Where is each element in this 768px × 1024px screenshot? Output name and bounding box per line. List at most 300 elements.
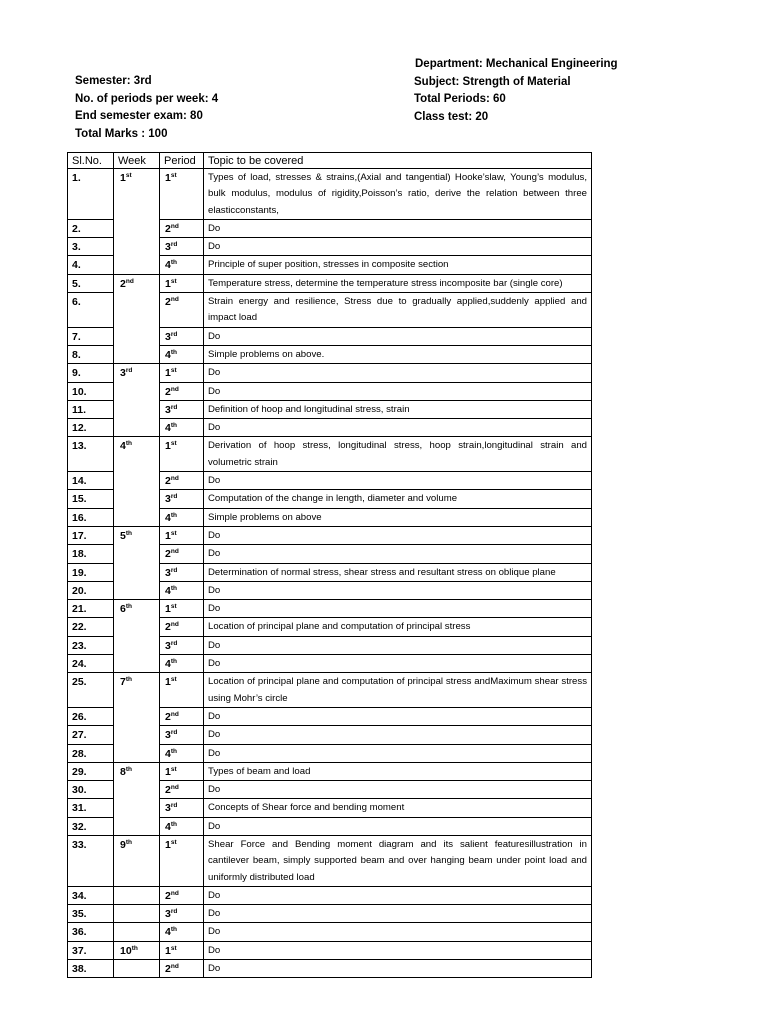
row-period [160, 817, 204, 835]
row-topic: Do [204, 382, 592, 400]
table-header-row [68, 153, 592, 169]
table-row [68, 472, 592, 490]
row-period [160, 327, 204, 345]
period-number: 4 [165, 926, 171, 939]
row-topic: Do [204, 886, 592, 904]
week-suffix: th [125, 838, 132, 846]
row-period [160, 382, 204, 400]
period-number: 1 [165, 440, 171, 453]
period-number: 4 [165, 422, 171, 435]
period-number: 2 [165, 621, 171, 634]
row-slno: 26. [68, 707, 114, 725]
row-period [160, 923, 204, 941]
row-topic: Do [204, 744, 592, 762]
period-number: 2 [165, 222, 171, 235]
row-slno: 24. [68, 655, 114, 673]
table-row [68, 364, 592, 382]
row-topic: Do [204, 600, 592, 618]
row-week [114, 508, 160, 526]
week-number: 1 [120, 172, 126, 184]
row-topic: Do [204, 636, 592, 654]
week-number: 10 [120, 944, 132, 957]
period-suffix: rd [170, 639, 178, 647]
row-slno: 25. [68, 673, 114, 708]
period-suffix: th [170, 747, 177, 755]
row-topic: Do [204, 472, 592, 490]
column-header-period: Period [160, 153, 204, 169]
table-row [68, 581, 592, 599]
row-slno: 23. [68, 636, 114, 654]
row-period [160, 744, 204, 762]
period-suffix: th [170, 348, 177, 356]
period-number: 2 [165, 475, 171, 488]
table-body [68, 169, 592, 978]
row-period [160, 238, 204, 256]
row-week [114, 400, 160, 418]
row-week [114, 327, 160, 345]
row-period [160, 781, 204, 799]
row-slno: 33. [68, 835, 114, 886]
row-week [114, 169, 160, 220]
row-period [160, 835, 204, 886]
period-suffix: rd [170, 493, 178, 501]
department-label: Department: Mechanical Engineering [415, 58, 618, 70]
row-topic: Do [204, 327, 592, 345]
period-suffix: rd [170, 908, 178, 916]
table-row [68, 382, 592, 400]
row-slno: 3. [68, 238, 114, 256]
period-number: 1 [165, 172, 171, 184]
row-slno: 13. [68, 437, 114, 472]
period-number: 2 [165, 963, 171, 976]
row-period [160, 941, 204, 959]
table-row [68, 960, 592, 978]
row-topic: Principle of super position, stresses in composite section [204, 256, 592, 274]
row-topic: Simple problems on above. [204, 345, 592, 363]
table-row [68, 923, 592, 941]
row-period [160, 799, 204, 817]
row-week [114, 799, 160, 817]
table-row [68, 600, 592, 618]
period-suffix: rd [170, 802, 178, 810]
period-suffix: st [170, 944, 177, 952]
semester-label: Semester: 3rd [75, 75, 152, 87]
row-topic: Types of beam and load [204, 762, 592, 780]
period-number: 4 [165, 658, 171, 671]
row-week [114, 923, 160, 941]
row-topic: Definition of hoop and longitudinal stress, strain [204, 400, 592, 418]
row-period [160, 256, 204, 274]
period-suffix: nd [170, 385, 179, 393]
row-slno: 18. [68, 545, 114, 563]
row-topic: Do [204, 364, 592, 382]
row-week [114, 219, 160, 237]
period-number: 2 [165, 548, 171, 561]
row-period [160, 886, 204, 904]
table-row [68, 345, 592, 363]
row-week [114, 960, 160, 978]
table-row [68, 707, 592, 725]
row-period [160, 618, 204, 636]
row-week [114, 781, 160, 799]
period-number: 3 [165, 330, 171, 343]
row-week [114, 382, 160, 400]
week-suffix: th [125, 440, 132, 448]
row-period [160, 219, 204, 237]
row-period [160, 419, 204, 437]
row-week [114, 490, 160, 508]
row-topic: Types of load, stresses & strains,(Axial and tangential) Hooke’slaw, Young’s modulus, bulk modulus, modulus of rigidity,Poisson’s ratio, derive the relation between three elasticconstants, [204, 169, 592, 220]
row-topic: Do [204, 960, 592, 978]
row-slno: 8. [68, 345, 114, 363]
row-topic: Derivation of hoop stress, longitudinal stress, hoop strain,longitudinal strain and volumetric strain [204, 437, 592, 472]
period-suffix: st [170, 676, 177, 684]
table-row [68, 673, 592, 708]
row-topic: Do [204, 581, 592, 599]
table-row [68, 655, 592, 673]
period-number: 4 [165, 747, 171, 760]
table-row [68, 817, 592, 835]
table-row [68, 905, 592, 923]
row-topic: Determination of normal stress, shear stress and resultant stress on oblique plane [204, 563, 592, 581]
row-slno: 38. [68, 960, 114, 978]
period-suffix: rd [170, 241, 178, 249]
period-number: 1 [165, 944, 171, 957]
row-week [114, 472, 160, 490]
week-suffix: st [125, 172, 132, 179]
period-number: 2 [165, 889, 171, 902]
period-suffix: rd [170, 729, 178, 737]
period-number: 1 [165, 277, 171, 290]
period-suffix: st [170, 838, 177, 846]
period-number: 1 [165, 765, 171, 778]
period-number: 4 [165, 511, 171, 524]
period-number: 2 [165, 385, 171, 398]
period-number: 3 [165, 493, 171, 506]
row-week [114, 293, 160, 328]
row-week [114, 437, 160, 472]
row-topic: Location of principal plane and computation of principal stress [204, 618, 592, 636]
table-row [68, 293, 592, 328]
column-header-week: Week [114, 153, 160, 169]
row-period [160, 545, 204, 563]
row-topic: Do [204, 545, 592, 563]
row-week [114, 545, 160, 563]
table-row [68, 526, 592, 544]
row-period [160, 345, 204, 363]
row-week [114, 364, 160, 382]
table-row [68, 744, 592, 762]
row-topic: Do [204, 419, 592, 437]
row-slno: 35. [68, 905, 114, 923]
row-slno: 14. [68, 472, 114, 490]
row-topic: Do [204, 526, 592, 544]
row-period [160, 636, 204, 654]
row-week [114, 673, 160, 708]
period-number: 3 [165, 566, 171, 579]
row-slno: 6. [68, 293, 114, 328]
class-test-label: Class test: 20 [414, 110, 489, 123]
row-slno: 27. [68, 726, 114, 744]
period-suffix: nd [170, 548, 179, 556]
row-slno: 20. [68, 581, 114, 599]
total-periods-label: Total Periods: 60 [414, 93, 506, 105]
period-number: 1 [165, 367, 171, 380]
table-row [68, 274, 592, 292]
row-topic: Do [204, 781, 592, 799]
row-slno: 5. [68, 274, 114, 292]
table-row [68, 490, 592, 508]
period-suffix: st [170, 277, 177, 285]
week-number: 5 [120, 529, 126, 542]
column-header-topic: Topic to be covered [204, 153, 592, 169]
periods-per-week-label: No. of periods per week: 4 [75, 92, 219, 105]
row-slno: 32. [68, 817, 114, 835]
total-marks-label: Total Marks : 100 [75, 127, 168, 140]
table-row [68, 636, 592, 654]
row-period [160, 655, 204, 673]
row-period [160, 293, 204, 328]
row-topic: Do [204, 923, 592, 941]
row-topic: Simple problems on above [204, 508, 592, 526]
row-slno: 28. [68, 744, 114, 762]
row-slno: 37. [68, 941, 114, 959]
table-row [68, 419, 592, 437]
period-suffix: th [170, 422, 177, 430]
period-number: 4 [165, 259, 171, 272]
week-suffix: th [131, 944, 138, 952]
header-left-block [75, 73, 218, 143]
row-slno: 29. [68, 762, 114, 780]
week-suffix: rd [125, 367, 133, 375]
period-suffix: rd [170, 330, 178, 338]
row-week [114, 905, 160, 923]
table-row [68, 726, 592, 744]
period-suffix: st [170, 172, 177, 179]
week-number: 3 [120, 367, 126, 380]
week-suffix: th [125, 603, 132, 611]
row-period [160, 905, 204, 923]
row-slno: 30. [68, 781, 114, 799]
period-suffix: th [170, 658, 177, 666]
row-period [160, 581, 204, 599]
row-week [114, 762, 160, 780]
period-suffix: nd [170, 963, 179, 971]
period-number: 1 [165, 838, 171, 851]
row-period [160, 472, 204, 490]
row-week [114, 636, 160, 654]
row-slno: 7. [68, 327, 114, 345]
row-week [114, 707, 160, 725]
row-topic: Do [204, 817, 592, 835]
row-slno: 12. [68, 419, 114, 437]
row-slno: 11. [68, 400, 114, 418]
week-suffix: th [125, 765, 132, 773]
table-row [68, 545, 592, 563]
row-topic: Computation of the change in length, diameter and volume [204, 490, 592, 508]
row-week [114, 419, 160, 437]
row-topic: Do [204, 726, 592, 744]
row-week [114, 744, 160, 762]
row-slno: 4. [68, 256, 114, 274]
table-row [68, 781, 592, 799]
period-suffix: th [170, 259, 177, 267]
period-number: 3 [165, 241, 171, 254]
row-week [114, 835, 160, 886]
table-row [68, 256, 592, 274]
period-suffix: rd [170, 403, 178, 411]
period-suffix: nd [170, 222, 179, 230]
period-number: 3 [165, 802, 171, 815]
row-period [160, 364, 204, 382]
row-period [160, 563, 204, 581]
row-topic: Concepts of Shear force and bending moment [204, 799, 592, 817]
row-period [160, 707, 204, 725]
row-period [160, 169, 204, 220]
row-topic: Temperature stress, determine the temperature stress incomposite bar (single core) [204, 274, 592, 292]
period-suffix: st [170, 440, 177, 448]
row-slno: 9. [68, 364, 114, 382]
row-period [160, 490, 204, 508]
row-period [160, 673, 204, 708]
period-suffix: st [170, 765, 177, 773]
period-suffix: nd [170, 710, 179, 718]
row-period [160, 400, 204, 418]
period-number: 3 [165, 908, 171, 921]
table-row [68, 508, 592, 526]
row-period [160, 526, 204, 544]
week-suffix: th [125, 529, 132, 537]
week-suffix: th [125, 676, 132, 684]
week-number: 4 [120, 440, 126, 453]
row-slno: 31. [68, 799, 114, 817]
row-period [160, 726, 204, 744]
week-suffix: nd [125, 277, 134, 285]
week-number: 7 [120, 676, 126, 689]
period-number: 3 [165, 403, 171, 416]
week-number: 6 [120, 603, 126, 616]
row-topic: Shear Force and Bending moment diagram and its salient featuresillustration in cantilever beam, simply supported beam and over hanging beam under point load and uniformly distributed load [204, 835, 592, 886]
table-row [68, 327, 592, 345]
row-week [114, 238, 160, 256]
row-slno: 34. [68, 886, 114, 904]
table-row [68, 886, 592, 904]
row-slno: 16. [68, 508, 114, 526]
table-row [68, 400, 592, 418]
period-suffix: th [170, 511, 177, 519]
table-row [68, 169, 592, 220]
end-semester-exam-label: End semester exam: 80 [75, 110, 203, 122]
row-slno: 22. [68, 618, 114, 636]
table-row [68, 238, 592, 256]
row-period [160, 437, 204, 472]
row-week [114, 256, 160, 274]
row-slno: 17. [68, 526, 114, 544]
period-suffix: nd [170, 475, 179, 483]
row-slno: 10. [68, 382, 114, 400]
period-suffix: st [170, 367, 177, 375]
period-number: 2 [165, 296, 171, 309]
table-row [68, 219, 592, 237]
row-slno: 19. [68, 563, 114, 581]
row-topic: Do [204, 655, 592, 673]
period-suffix: rd [170, 566, 178, 574]
table-row [68, 799, 592, 817]
row-week [114, 941, 160, 959]
period-suffix: nd [170, 784, 179, 792]
period-suffix: st [170, 529, 177, 537]
row-week [114, 581, 160, 599]
row-topic: Strain energy and resilience, Stress due to gradually applied,suddenly applied and impact load [204, 293, 592, 328]
table-row [68, 563, 592, 581]
table-row [68, 762, 592, 780]
period-suffix: nd [170, 296, 179, 304]
row-topic: Do [204, 707, 592, 725]
period-number: 3 [165, 639, 171, 652]
row-week [114, 563, 160, 581]
row-week [114, 345, 160, 363]
row-week [114, 600, 160, 618]
week-number: 2 [120, 277, 126, 290]
period-number: 4 [165, 584, 171, 597]
syllabus-table [67, 152, 592, 978]
row-week [114, 655, 160, 673]
row-period [160, 274, 204, 292]
period-suffix: nd [170, 889, 179, 897]
row-topic: Do [204, 238, 592, 256]
period-suffix: th [170, 926, 177, 934]
table-row [68, 437, 592, 472]
row-period [160, 600, 204, 618]
row-period [160, 762, 204, 780]
period-number: 4 [165, 820, 171, 833]
row-topic: Location of principal plane and computation of principal stress andMaximum shear stress using Mohr’s circle [204, 673, 592, 708]
row-topic: Do [204, 219, 592, 237]
row-slno: 21. [68, 600, 114, 618]
period-suffix: th [170, 820, 177, 828]
period-number: 1 [165, 676, 171, 689]
row-period [160, 508, 204, 526]
table-row [68, 618, 592, 636]
row-week [114, 817, 160, 835]
week-number: 9 [120, 838, 126, 851]
row-topic: Do [204, 941, 592, 959]
period-number: 1 [165, 603, 171, 616]
period-number: 4 [165, 348, 171, 361]
row-slno: 2. [68, 219, 114, 237]
row-week [114, 726, 160, 744]
row-week [114, 886, 160, 904]
column-header-slno: Sl.No. [68, 153, 114, 169]
table-row [68, 835, 592, 886]
period-suffix: th [170, 584, 177, 592]
row-period [160, 960, 204, 978]
row-slno: 1. [68, 169, 114, 220]
period-number: 1 [165, 529, 171, 542]
row-week [114, 526, 160, 544]
row-slno: 15. [68, 490, 114, 508]
row-week [114, 274, 160, 292]
table-row [68, 941, 592, 959]
row-week [114, 618, 160, 636]
row-slno: 36. [68, 923, 114, 941]
week-number: 8 [120, 765, 126, 778]
header-right-block [414, 56, 618, 126]
row-topic: Do [204, 905, 592, 923]
subject-label: Subject: Strength of Material [414, 75, 571, 88]
period-number: 2 [165, 784, 171, 797]
period-suffix: nd [170, 621, 179, 629]
